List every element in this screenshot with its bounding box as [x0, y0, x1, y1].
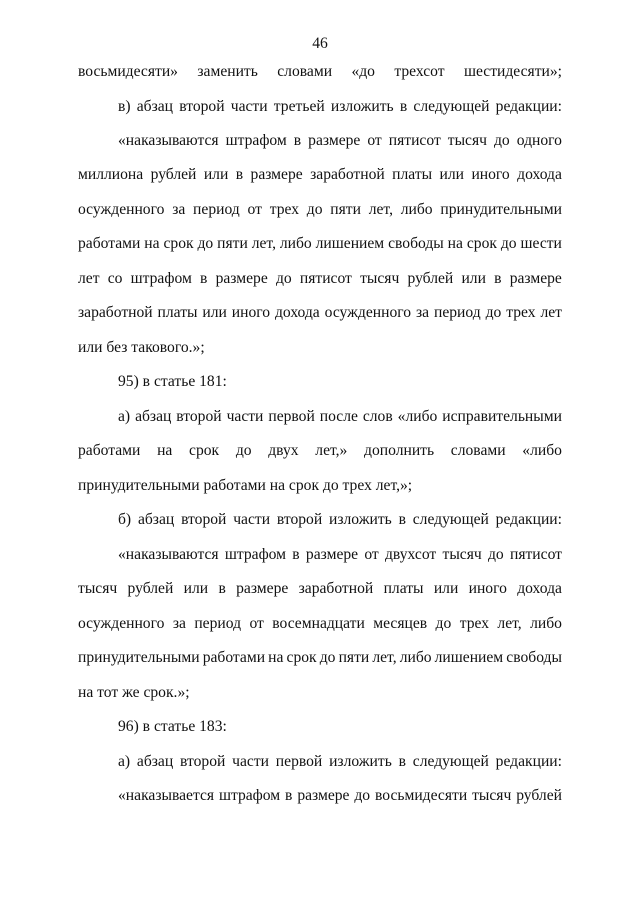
- text-line: [118, 786, 562, 806]
- text-line: [78, 683, 562, 703]
- word: или: [183, 580, 209, 597]
- word: период: [433, 304, 481, 321]
- word: на тот же срок.»;: [78, 684, 190, 701]
- word: части: [230, 98, 268, 115]
- word: восемнадцати: [272, 615, 365, 632]
- word: на: [157, 442, 173, 459]
- word: размере: [509, 270, 562, 287]
- word: или: [439, 166, 465, 183]
- word: платы: [383, 580, 424, 597]
- word: исправительными: [442, 408, 562, 425]
- word: либо: [399, 649, 432, 666]
- word: тысяч: [447, 132, 487, 149]
- word: в: [494, 270, 502, 287]
- word: от: [367, 132, 382, 149]
- text-line: [78, 648, 562, 668]
- text-line: [118, 372, 562, 392]
- word: части: [233, 511, 271, 528]
- word: или: [461, 270, 486, 287]
- word: до: [306, 201, 323, 218]
- word: месяцев: [373, 615, 428, 632]
- word: следующей: [412, 753, 489, 770]
- word: размере: [215, 270, 268, 287]
- word: в: [398, 511, 406, 528]
- word: в: [200, 270, 208, 287]
- word: или: [203, 166, 229, 183]
- word: рублей: [407, 270, 454, 287]
- word: абзац: [137, 511, 175, 528]
- word: восьмидесяти»: [78, 63, 178, 80]
- text-line: [78, 476, 562, 496]
- word: свободы: [388, 235, 444, 252]
- word: редакции:: [495, 753, 562, 770]
- text-line: [118, 717, 562, 737]
- word: тысяч: [360, 270, 400, 287]
- word: срок: [286, 649, 317, 666]
- word: рублей: [516, 787, 562, 804]
- word: штрафом: [218, 787, 281, 804]
- word: в: [293, 132, 302, 149]
- word: штрафом: [130, 270, 192, 287]
- word: лет: [78, 270, 100, 287]
- text-line: [78, 269, 562, 289]
- word: лишением: [315, 235, 385, 252]
- word: до: [197, 235, 214, 252]
- word: размере: [297, 787, 350, 804]
- word: за: [415, 304, 430, 321]
- word: а): [118, 753, 131, 770]
- word: в: [285, 787, 293, 804]
- text-line: [78, 614, 562, 634]
- word: лет,: [497, 615, 522, 632]
- text-line: [78, 234, 562, 254]
- word: слов: [362, 408, 393, 425]
- word: иного: [468, 580, 507, 597]
- text-line: [78, 579, 562, 599]
- word: осужденного: [324, 304, 412, 321]
- word: «до: [351, 63, 375, 80]
- text-line: [78, 441, 562, 461]
- word: второй: [181, 511, 227, 528]
- word: заработной: [298, 580, 374, 597]
- word: изложить: [330, 98, 394, 115]
- word: пяти: [338, 649, 370, 666]
- text-line: [118, 407, 562, 427]
- word: первой: [268, 408, 315, 425]
- word: штрафом: [225, 132, 287, 149]
- word: следующей: [413, 98, 490, 115]
- text-line: [118, 545, 562, 565]
- word: или: [202, 304, 227, 321]
- word: срок: [189, 442, 220, 459]
- text-line: [118, 97, 562, 117]
- word: «либо: [397, 408, 438, 425]
- text-line: [78, 62, 562, 82]
- word: 96) в статье 183:: [118, 718, 227, 735]
- word: тысяч: [78, 580, 118, 597]
- word: словами: [450, 442, 506, 459]
- word: абзац: [136, 753, 174, 770]
- word: до: [487, 546, 504, 563]
- word: срок: [163, 235, 194, 252]
- word: до: [354, 787, 371, 804]
- word: тысяч: [442, 546, 482, 563]
- word: до: [485, 304, 502, 321]
- word: заменить: [197, 63, 258, 80]
- word: в: [218, 580, 226, 597]
- word: шестидесяти»;: [463, 63, 562, 80]
- word: до: [500, 235, 517, 252]
- word: части: [226, 408, 264, 425]
- word: или без такового.»;: [78, 339, 205, 356]
- word: второй: [176, 408, 222, 425]
- word: одного: [516, 132, 562, 149]
- word: заработной: [310, 166, 385, 183]
- word: восьмидесяти: [375, 787, 468, 804]
- word: изложить: [329, 511, 392, 528]
- word: редакции:: [495, 511, 562, 528]
- word: работами: [202, 649, 266, 666]
- word: б): [118, 511, 132, 528]
- word: «либо: [522, 442, 562, 459]
- word: второй: [179, 98, 225, 115]
- word: словами: [277, 63, 333, 80]
- word: пяти: [330, 201, 361, 218]
- word: работами: [78, 442, 141, 459]
- word: шести: [520, 235, 562, 252]
- word: принудительными: [78, 649, 200, 666]
- word: иного: [471, 166, 510, 183]
- word: тысяч: [472, 787, 512, 804]
- text-line: [78, 200, 562, 220]
- word: штрафом: [224, 546, 287, 563]
- word: пятисот: [509, 546, 562, 563]
- word: либо: [530, 615, 562, 632]
- word: в: [292, 546, 300, 563]
- word: после: [319, 408, 358, 425]
- word: следующей: [412, 511, 489, 528]
- word: трех: [506, 304, 536, 321]
- word: до: [275, 270, 292, 287]
- text-line: [78, 303, 562, 323]
- word: или: [433, 580, 459, 597]
- word: пятисот: [388, 132, 441, 149]
- text-line: [78, 165, 562, 185]
- page-number: 46: [312, 35, 328, 52]
- word: до: [235, 442, 252, 459]
- word: размере: [308, 132, 361, 149]
- word: лет,: [368, 201, 393, 218]
- word: пяти: [217, 235, 248, 252]
- word: размере: [236, 580, 289, 597]
- word: части: [232, 753, 269, 770]
- text-line: [118, 510, 562, 530]
- word: со: [107, 270, 123, 287]
- word: трех: [269, 201, 300, 218]
- text-line: [118, 131, 562, 151]
- word: период: [193, 201, 240, 218]
- word: третьей: [273, 98, 325, 115]
- word: рублей: [150, 166, 197, 183]
- word: дохода: [517, 580, 562, 597]
- word: изложить: [329, 753, 392, 770]
- word: лет,»: [315, 442, 348, 459]
- word: в: [399, 98, 408, 115]
- word: лет,: [251, 235, 276, 252]
- word: принудительными работами на срок до трех лет,»;: [78, 477, 413, 494]
- word: осужденного: [78, 615, 165, 632]
- word: дополнить: [364, 442, 435, 459]
- word: размере: [250, 166, 303, 183]
- word: от: [364, 546, 379, 563]
- text-line: [118, 752, 562, 772]
- word: двухсот: [385, 546, 437, 563]
- word: «наказываются: [118, 132, 219, 149]
- word: на: [268, 649, 284, 666]
- word: до: [319, 649, 336, 666]
- word: абзац: [136, 98, 174, 115]
- word: работами: [78, 235, 141, 252]
- word: либо: [279, 235, 312, 252]
- word: период: [194, 615, 242, 632]
- word: принудительными: [440, 201, 562, 218]
- word: абзац: [135, 408, 172, 425]
- word: дохода: [517, 166, 562, 183]
- word: на: [447, 235, 463, 252]
- word: второй: [180, 753, 226, 770]
- word: трех: [459, 615, 490, 632]
- word: дохода: [274, 304, 320, 321]
- word: иного: [231, 304, 271, 321]
- word: миллиона: [78, 166, 144, 183]
- word: от: [249, 615, 264, 632]
- word: трехсот: [394, 63, 445, 80]
- word: лет: [540, 304, 562, 321]
- word: «наказывается: [118, 787, 215, 804]
- word: а): [118, 408, 131, 425]
- word: на: [144, 235, 160, 252]
- word: до: [435, 615, 452, 632]
- word: за: [172, 615, 186, 632]
- word: в: [398, 753, 406, 770]
- word: рублей: [127, 580, 174, 597]
- word: заработной: [78, 304, 153, 321]
- word: двух: [268, 442, 299, 459]
- word: от: [247, 201, 262, 218]
- word: срок: [466, 235, 497, 252]
- word: платы: [392, 166, 433, 183]
- word: «наказываются: [118, 546, 219, 563]
- word: лишением: [434, 649, 504, 666]
- word: до: [494, 132, 510, 149]
- word: пятисот: [299, 270, 352, 287]
- word: осужденного: [78, 201, 165, 218]
- word: платы: [157, 304, 198, 321]
- word: лет,: [372, 649, 397, 666]
- word: редакции:: [495, 98, 562, 115]
- word: 95) в статье 181:: [118, 373, 227, 390]
- word: первой: [275, 753, 323, 770]
- text-line: [78, 338, 562, 358]
- word: размере: [305, 546, 359, 563]
- word: свободы: [506, 649, 562, 666]
- word: второй: [276, 511, 323, 528]
- word: в: [235, 166, 244, 183]
- word: за: [172, 201, 186, 218]
- word: либо: [400, 201, 433, 218]
- word: в): [118, 98, 131, 115]
